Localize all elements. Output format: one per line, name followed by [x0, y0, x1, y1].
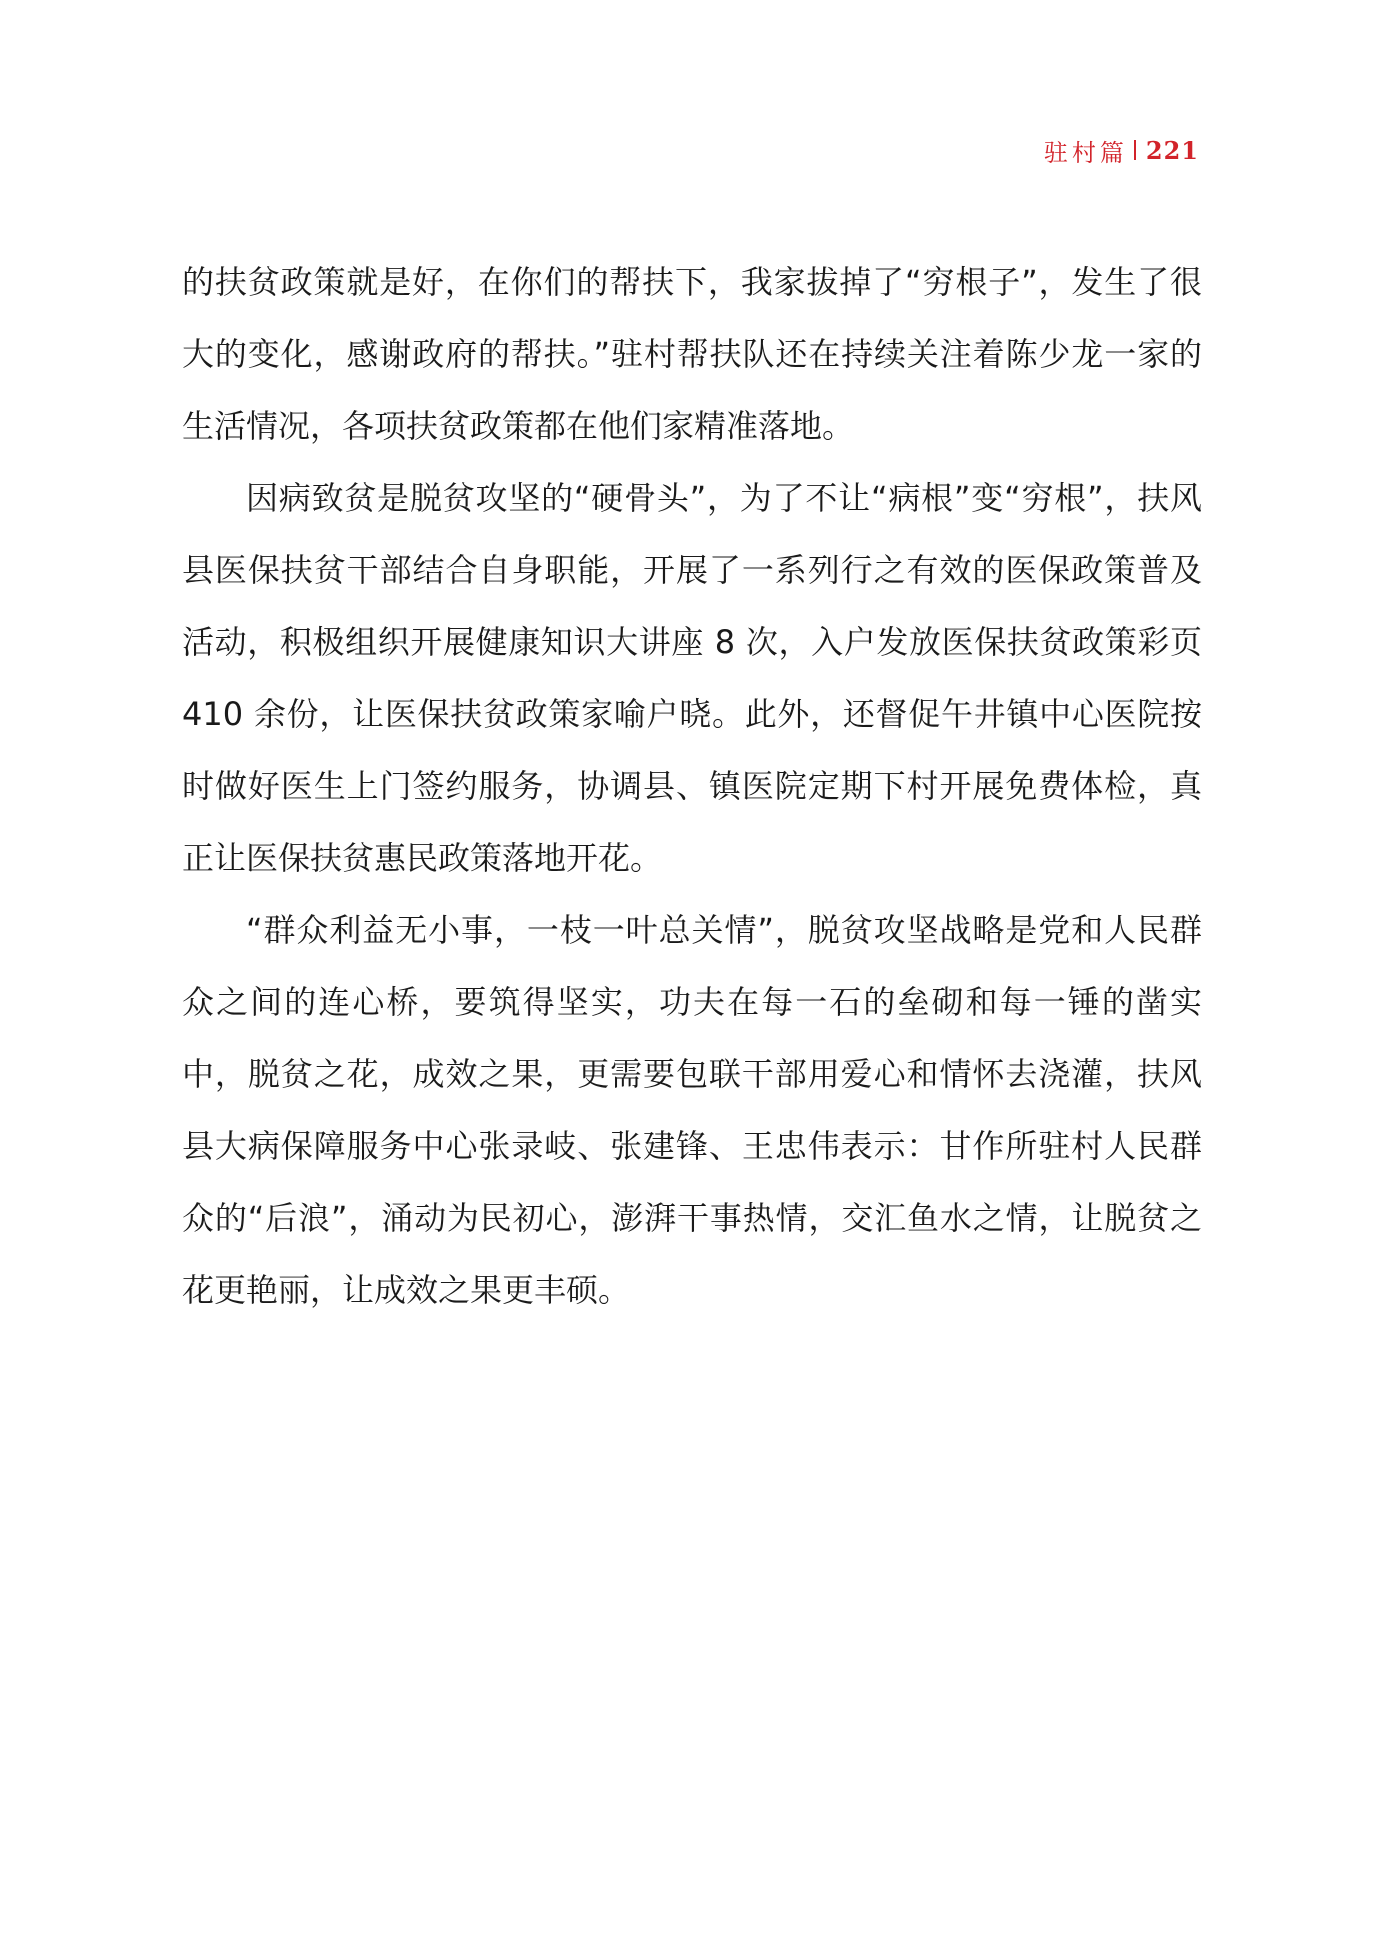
section-title: 驻村篇 — [1043, 138, 1128, 167]
paragraph-3: “群众利益无小事，一枝一叶总关情”，脱贫攻坚战略是党和人民群众之间的连心桥，要筑得坚实，功夫在每一石的垒砌和每一锤的凿实中，脱贫之花，成效之果，更需要包联干部用爱心和情怀去浇灌，扶风县大病保障服务中心张录岐、张建锋、王忠伟表示：甘作所驻村人民群众的“后浪”，涌动为民初心，澎湃干事热情，交汇鱼水之情，让脱贫之花更艳丽，让成效之果更丰硕。 — [182, 911, 1202, 1309]
running-header — [1044, 133, 1199, 167]
paragraph-1: 的扶贫政策就是好，在你们的帮扶下，我家拔掉了“穷根子”，发生了很大的变化，感谢政府的帮扶。”驻村帮扶队还在持续关注着陈少龙一家的生活情况，各项扶贫政策都在他们家精准落地。 — [182, 263, 1202, 445]
header-divider — [1134, 140, 1136, 160]
paragraph-2: 因病致贫是脱贫攻坚的“硬骨头”，为了不让“病根”变“穷根”，扶风县医保扶贫干部结合自身职能，开展了一系列行之有效的医保政策普及活动，积极组织开展健康知识大讲座 8 次，入户发放医保扶贫政策彩页 410 余份，让医保扶贫政策家喻户晓。此外，还督促午井镇中心医院按时做好医生上门签约服务，协调县、镇医院定期下村开展免费体检，真正让医保扶贫惠民政策落地开花。 — [182, 479, 1202, 877]
page-number: 221 — [1145, 135, 1199, 165]
body-text — [182, 246, 1202, 1326]
